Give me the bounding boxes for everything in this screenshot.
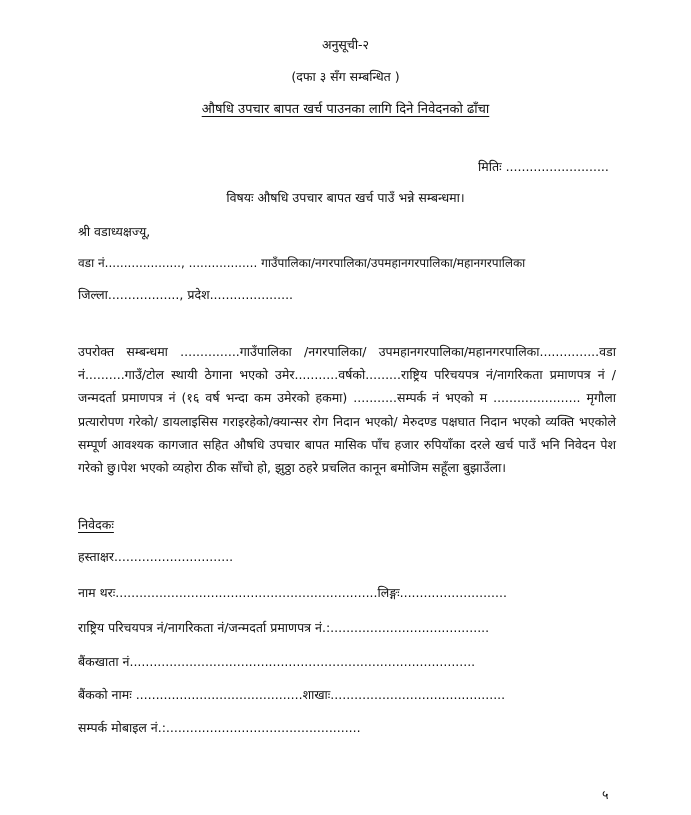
bank-name-branch-field: बैंकको नामः ..........................................शाखाः............................................	[78, 687, 506, 702]
name-gender-field: नाम थरः..................................................................लिङ्गः...........................	[78, 585, 507, 600]
form-title: औषधि उपचार बापत खर्च पाउनका लागि दिने निवेदनको ढाँचा	[201, 102, 490, 117]
schedule-label: अनुसूची-२	[321, 37, 370, 52]
subject-line: विषयः औषधि उपचार बापत खर्च पाउँ भन्ने सम्बन्धमा।	[226, 190, 465, 205]
section-reference: (दफा ३ सँग सम्बन्धित )	[291, 69, 400, 84]
applicant-heading: निवेदकः	[78, 517, 114, 532]
district-line: जिल्ला.................., प्रदेश.....................	[78, 287, 294, 302]
date-line: मितिः ..........................	[478, 159, 609, 174]
mobile-field: सम्पर्क मोबाइल नं.:.................................................	[78, 720, 361, 735]
salutation: श्री वडाध्यक्षज्यू,	[78, 224, 151, 239]
ward-line: वडा नं...................., .................. गाउँपालिका/नगरपालिका/उपमहानगरपालिका/महानगरपालिका	[78, 256, 526, 270]
bank-account-field: बैंकखाता नं.......................................................................................	[78, 654, 476, 669]
page-number: ५	[602, 787, 609, 802]
id-number-field: राष्ट्रिय परिचयपत्र नं/नागरिकता नं/जन्मदर्ता प्रमाणपत्र नं.:........................................	[78, 620, 490, 635]
body-paragraph: उपरोक्त सम्बन्धमा ...............गाउँपालिका /नगरपालिका/ उपमहानगरपालिका/महानगरपालिका...............वडा नं..........गाउँ/टोल स्थायी ठेगाना भएको उमेर...........वर्षको.........राष्ट्रिय परिचयपत्र नं/नागरिकता प्रमाणपत्र नं / जन्मदर्ता प्रमाणपत्र नं (१६ वर्ष भन्दा कम उमेरको हकमा) ...........सम्पर्क नं भएको म ...................... मृगौला प्रत्यारोपण गरेको/ डायलाइसिस गराइरहेको/क्यान्सर रोग निदान भएको/ मेरुदण्ड पक्षघात निदान भएको व्यक्ति भएकोले सम्पूर्ण आवश्यक कागजात सहित औषधि उपचार बापत मासिक पाँच हजार रुपियाँका दरले खर्च पाउँ भनि निवेदन पेश गरेको छु।पेश भएको व्यहोरा ठीक साँचो हो, झुठ्ठा ठहरे प्रचलित कानून बमोजिम सहूँला बुझाउँला।	[78, 344, 616, 476]
signature-field: हस्ताक्षर..............................	[78, 549, 234, 564]
